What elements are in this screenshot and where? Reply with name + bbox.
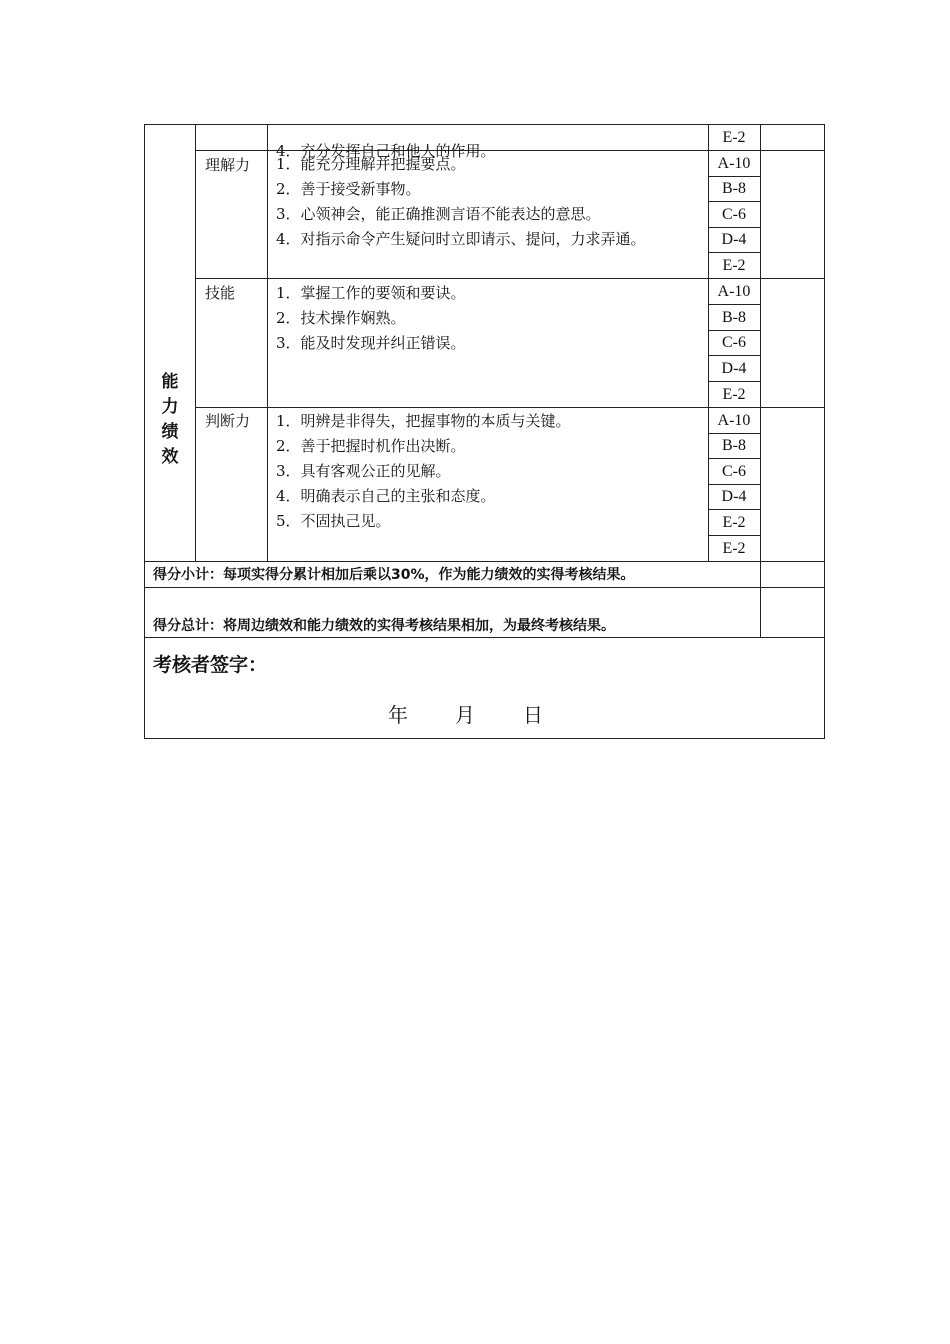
grade-option: B-8 — [722, 309, 746, 326]
item-text: 1．明辨是非得失，把握事物的本质与关键。 — [276, 412, 571, 430]
grade-option: B-8 — [722, 180, 746, 197]
item-text: 3．心领神会，能正确推测言语不能表达的意思。 — [276, 205, 601, 223]
category-label: 能力绩效 — [161, 372, 179, 467]
item-text: 1．能充分理解并把握要点。 — [276, 155, 466, 173]
date-year-label: 年 — [388, 703, 408, 727]
grade-rule — [708, 433, 760, 434]
item-text: 4．明确表示自己的主张和态度。 — [276, 487, 496, 505]
grade-rule — [708, 509, 760, 510]
grade-option: A-10 — [717, 283, 751, 300]
row-rule-skill — [195, 407, 825, 408]
grade-rule — [708, 252, 760, 253]
section-label-judgment: 判断力 — [205, 412, 251, 430]
border-top — [144, 124, 825, 125]
col-rule-grades — [760, 124, 761, 637]
grade-rule — [708, 355, 760, 356]
item-text: 2．善于接受新事物。 — [276, 180, 421, 198]
grade-option: E-2 — [722, 514, 746, 531]
date-month-label: 月 — [455, 703, 475, 727]
grade-rule — [708, 227, 760, 228]
item-text: 4．对指示命令产生疑问时立即请示、提问，力求弄通。 — [276, 230, 646, 248]
row-rule-subtotal — [144, 561, 825, 562]
item-text: 2．技术操作娴熟。 — [276, 309, 406, 327]
grade-rule — [708, 535, 760, 536]
row-rule-signature — [144, 637, 825, 638]
subtotal-text: 得分小计：每项实得分累计相加后乘以30%，作为能力绩效的实得考核结果。 — [153, 567, 635, 583]
grade-rule — [708, 330, 760, 331]
grade-option: E-2 — [722, 386, 746, 403]
overflow-item: 4．充分发挥自己和他人的作用。 — [276, 142, 496, 160]
grade-option: D-4 — [721, 231, 747, 248]
date-day-label: 日 — [523, 703, 543, 727]
item-text: 5．不固执己见。 — [276, 512, 391, 530]
grade-rule — [708, 176, 760, 177]
col-rule-category — [195, 124, 196, 561]
grade-option: D-4 — [721, 488, 747, 505]
border-bottom — [144, 738, 825, 739]
section-label-skill: 技能 — [205, 284, 236, 302]
total-text: 得分总计：将周边绩效和能力绩效的实得考核结果相加，为最终考核结果。 — [153, 618, 615, 634]
grade-option: E-2 — [722, 540, 746, 557]
border-left — [144, 124, 145, 739]
grade-option: C-6 — [722, 463, 746, 480]
item-text: 3．能及时发现并纠正错误。 — [276, 334, 466, 352]
grade-option: C-6 — [722, 206, 746, 223]
section-label-comprehension: 理解力 — [205, 156, 251, 174]
grade-rule — [708, 484, 760, 485]
item-text: 1．掌握工作的要领和要诀。 — [276, 284, 466, 302]
col-rule-label — [267, 124, 268, 561]
grade-option: A-10 — [717, 155, 751, 172]
item-text: 2．善于把握时机作出决断。 — [276, 437, 466, 455]
item-text: 3．具有客观公正的见解。 — [276, 462, 451, 480]
border-right — [824, 124, 825, 739]
grade-option: E-2 — [722, 257, 746, 274]
grade-option: B-8 — [722, 437, 746, 454]
row-rule-total — [144, 587, 825, 588]
grade-rule — [708, 458, 760, 459]
row-rule-comprehension — [195, 278, 825, 279]
grade-rule — [708, 201, 760, 202]
grade-rule — [708, 381, 760, 382]
grade-rule — [708, 304, 760, 305]
signature-label: 考核者签字： — [153, 654, 268, 676]
grade-option: A-10 — [717, 412, 751, 429]
grade-option: D-4 — [721, 360, 747, 377]
grade-option: C-6 — [722, 334, 746, 351]
overflow-grade: E-2 — [722, 129, 746, 146]
